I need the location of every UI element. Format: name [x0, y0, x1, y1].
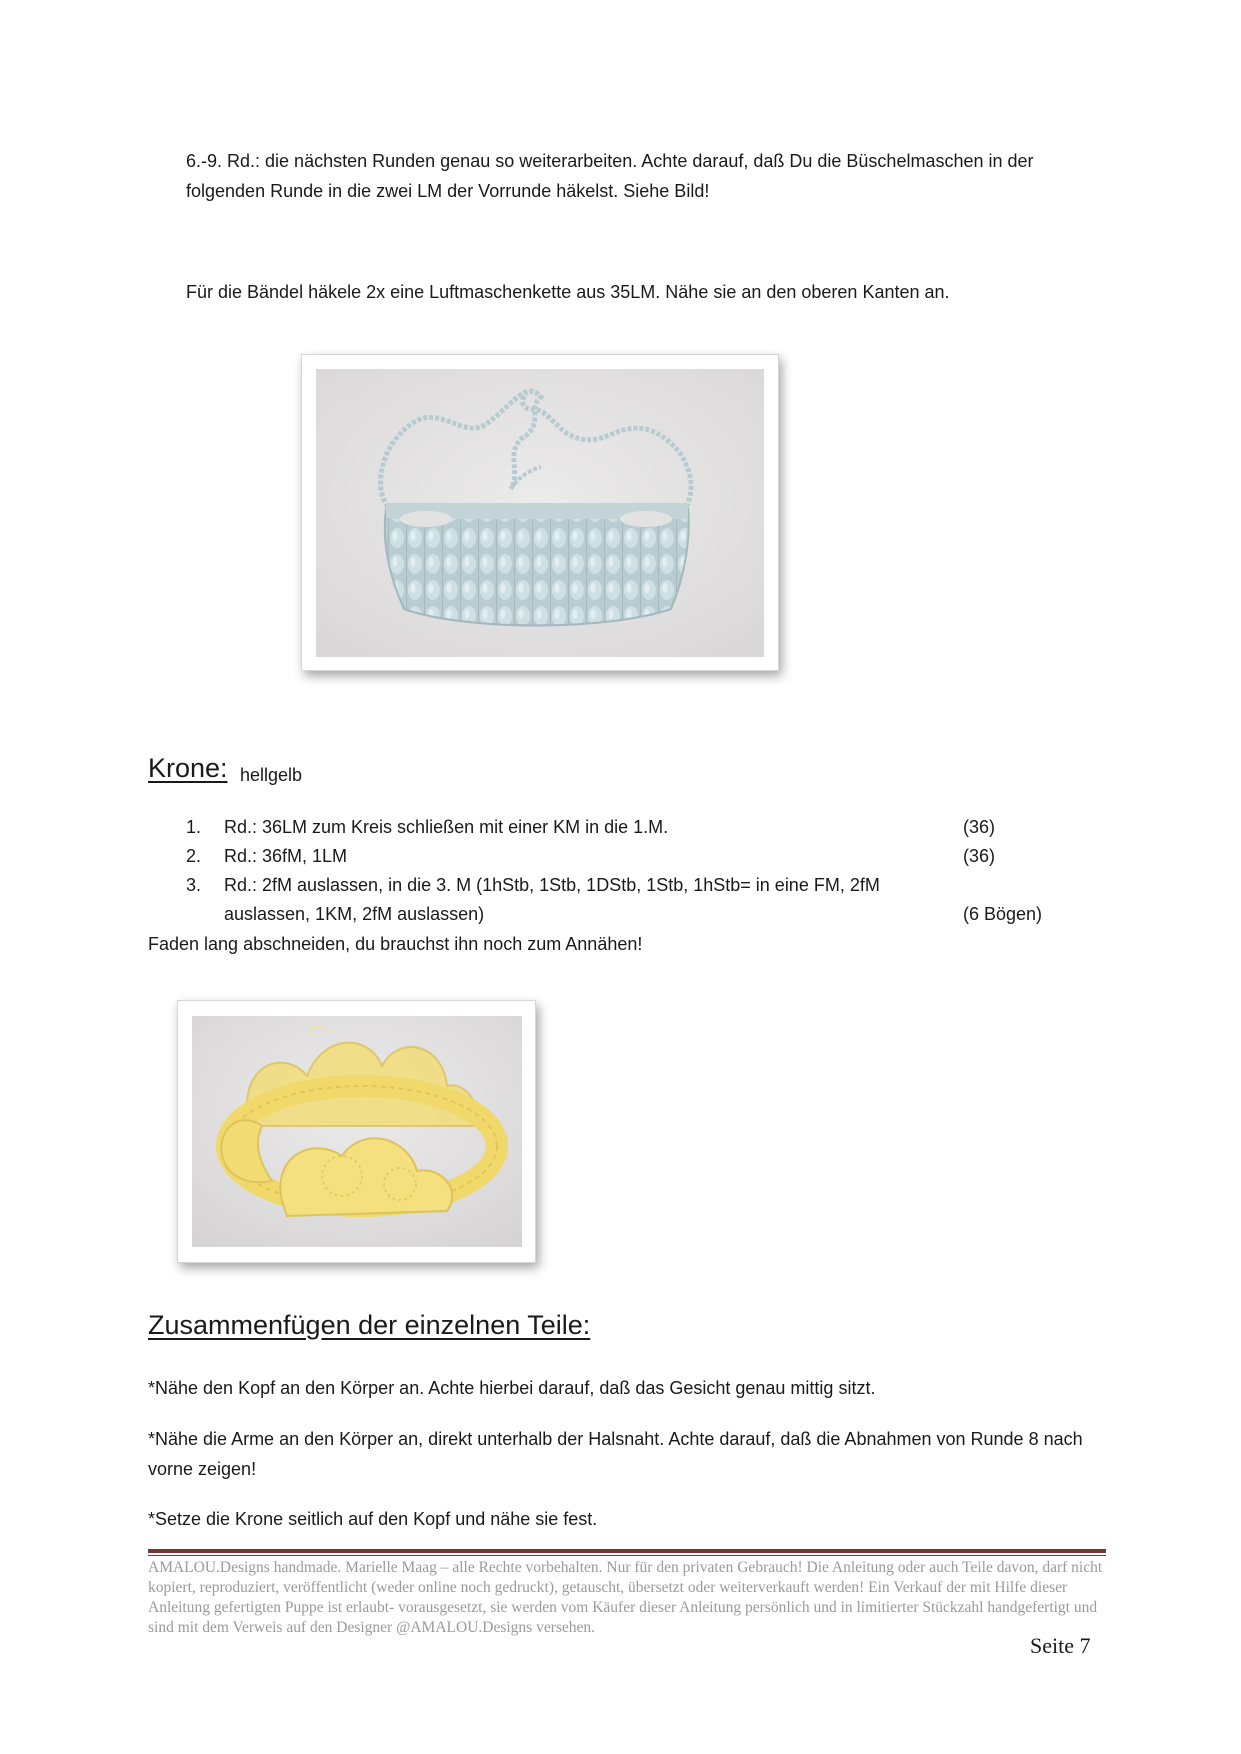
page-number: Seite 7: [1030, 1633, 1091, 1658]
step-count: (36): [963, 817, 996, 837]
step-text: auslassen, 1KM, 2fM auslassen): [224, 904, 485, 924]
step-text: Rd.: 36LM zum Kreis schließen mit einer KM in die 1.M.: [224, 817, 669, 837]
assembly-step-2: *Nähe die Arme an den Körper an, direkt unterhalb der Halsnaht. Achte darauf, daß die Abnahmen von Runde 8 nach vorne zeigen!: [148, 1429, 1083, 1479]
step-count: (6 Bögen): [963, 904, 1043, 924]
footer-rule: [148, 1549, 1106, 1553]
baendel-instruction: Für die Bändel häkele 2x eine Luftmaschenkette aus 35LM. Nähe sie an den oberen Kanten an.: [186, 282, 950, 302]
assembly-heading: Zusammenfügen der einzelnen Teile:: [148, 1310, 591, 1340]
yellow-crown-photo: [177, 1000, 536, 1263]
step-number: 3.: [186, 875, 202, 895]
copyright-notice: AMALOU.Designs handmade. Marielle Maag – alle Rechte vorbehalten. Nur für den privaten Gebrauch! Die Anleitung oder auch Teile davon, darf nicht kopiert, reproduziert, veröffentlicht (weder online noch gedruckt), getauscht, übersetzt oder weiterverkauft werden! Ein Verkauf der mit Hilfe dieser Anleitung gefertigten Puppe ist erlaubt- vorausgesetzt, sie werden vom Käufer dieser Anleitung persönlich und in limitierter Stückzahl handgefertigt und sind mit dem Verweis auf den Designer @AMALOU.Designs versehen.: [148, 1559, 1103, 1636]
blue-bib-photo: [301, 354, 779, 671]
crown-image: [192, 1016, 522, 1247]
step-number: 1.: [186, 817, 202, 837]
assembly-step-1: *Nähe den Kopf an den Körper an. Achte hierbei darauf, daß das Gesicht genau mittig sitzt.: [148, 1378, 876, 1398]
bib-image: [316, 369, 764, 657]
step-text: Rd.: 2fM auslassen, in die 3. M (1hStb, 1Stb, 1DStb, 1Stb, 1hStb= in eine FM, 2fM: [224, 875, 880, 895]
krone-color-note: hellgelb: [240, 765, 303, 785]
step-count: (36): [963, 846, 996, 866]
krone-after-text: Faden lang abschneiden, du brauchst ihn noch zum Annähen!: [148, 934, 643, 954]
krone-heading: Krone:: [148, 753, 228, 783]
rounds-instruction: 6.-9. Rd.: die nächsten Runden genau so weiterarbeiten. Achte darauf, daß Du die Büschelmaschen in der folgenden Runde in die zwei LM der Vorrunde häkelst. Siehe Bild!: [186, 151, 1034, 201]
step-number: 2.: [186, 846, 202, 866]
assembly-step-3: *Setze die Krone seitlich auf den Kopf und nähe sie fest.: [148, 1509, 598, 1529]
step-text: Rd.: 36fM, 1LM: [224, 846, 348, 866]
footer-rule-thin: [148, 1555, 1106, 1556]
